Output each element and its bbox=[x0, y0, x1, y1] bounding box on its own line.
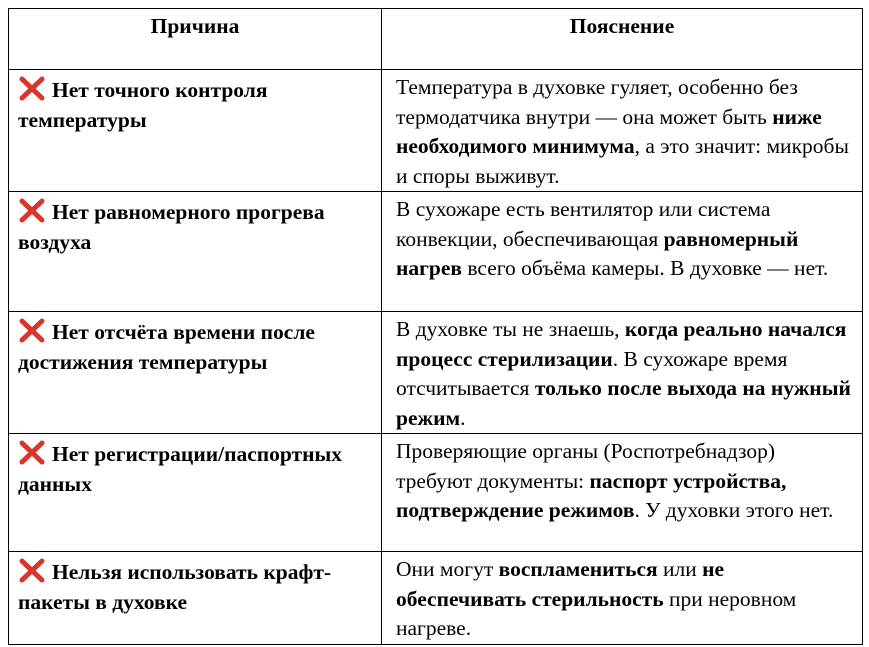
explanation-emphasis: паспорт устройства, подтверждение режимов bbox=[396, 468, 787, 522]
reason-text: Нет точного контроля температуры bbox=[18, 78, 268, 132]
explanation-text: Проверяющие органы (Роспотребнадзор) требуют документы: bbox=[396, 439, 776, 493]
reason-text: Нельзя использовать крафт-пакеты в духовке bbox=[18, 560, 332, 614]
explanation-cell bbox=[382, 312, 863, 434]
explanation-emphasis: воспламениться bbox=[498, 557, 658, 581]
explanation-text: Температура в духовке гуляет, особенно без термодатчика внутри — она может быть bbox=[396, 75, 798, 129]
explanation-emphasis: не обеспечивать стерильность bbox=[396, 557, 725, 611]
reason-cell bbox=[9, 192, 382, 312]
table-row bbox=[9, 192, 863, 312]
explanation-text: или bbox=[657, 557, 703, 581]
explanation-cell bbox=[382, 192, 863, 312]
reason-text: Нет равномерного прогрева воздуха bbox=[18, 200, 325, 254]
reason-cell bbox=[9, 70, 382, 192]
explanation-emphasis: равномерный нагрев bbox=[396, 226, 799, 280]
explanation-cell bbox=[382, 552, 863, 645]
table-row bbox=[9, 312, 863, 434]
reason-text: Нет регистрации/паспортных данных bbox=[18, 442, 343, 496]
explanation-text: Они могут bbox=[396, 557, 499, 581]
cross-mark-icon bbox=[18, 318, 46, 343]
header-reason: Причина bbox=[9, 9, 382, 70]
explanation-emphasis: когда реально начался процесс стерилизации bbox=[396, 317, 847, 371]
explanation-text: . В сухожаре время отсчитывается bbox=[396, 346, 788, 400]
explanation-emphasis: ниже необходимого минимума bbox=[396, 104, 822, 158]
cross-mark-icon bbox=[18, 558, 46, 583]
explanation-text: , а это значит: микробы и споры выживут. bbox=[396, 134, 849, 188]
reason-cell bbox=[9, 434, 382, 552]
explanation-text: при неровном нагреве. bbox=[396, 586, 797, 640]
header-explanation: Пояснение bbox=[382, 9, 863, 70]
explanation-text: В сухожаре есть вентилятор или система конвекции, обеспечивающая bbox=[396, 197, 771, 251]
table-row bbox=[9, 552, 863, 645]
cross-mark-icon bbox=[18, 198, 46, 223]
reason-cell bbox=[9, 312, 382, 434]
explanation-text: . bbox=[460, 405, 466, 430]
explanation-emphasis: только после выхода на нужный режим bbox=[396, 376, 851, 430]
reasons-table bbox=[8, 8, 863, 645]
reason-text: Нет отсчёта времени после достижения температуры bbox=[18, 320, 315, 374]
explanation-cell bbox=[382, 70, 863, 192]
explanation-text: всего объёма камеры. В духовке — нет. bbox=[462, 256, 829, 280]
explanation-text: . У духовки этого нет. bbox=[634, 498, 834, 522]
table-row bbox=[9, 434, 863, 552]
cross-mark-icon bbox=[18, 440, 46, 465]
cross-mark-icon bbox=[18, 76, 46, 101]
header-row bbox=[9, 9, 863, 70]
reason-cell bbox=[9, 552, 382, 645]
explanation-cell bbox=[382, 434, 863, 552]
table-row bbox=[9, 70, 863, 192]
explanation-text: В духовке ты не знаешь, bbox=[396, 317, 625, 341]
